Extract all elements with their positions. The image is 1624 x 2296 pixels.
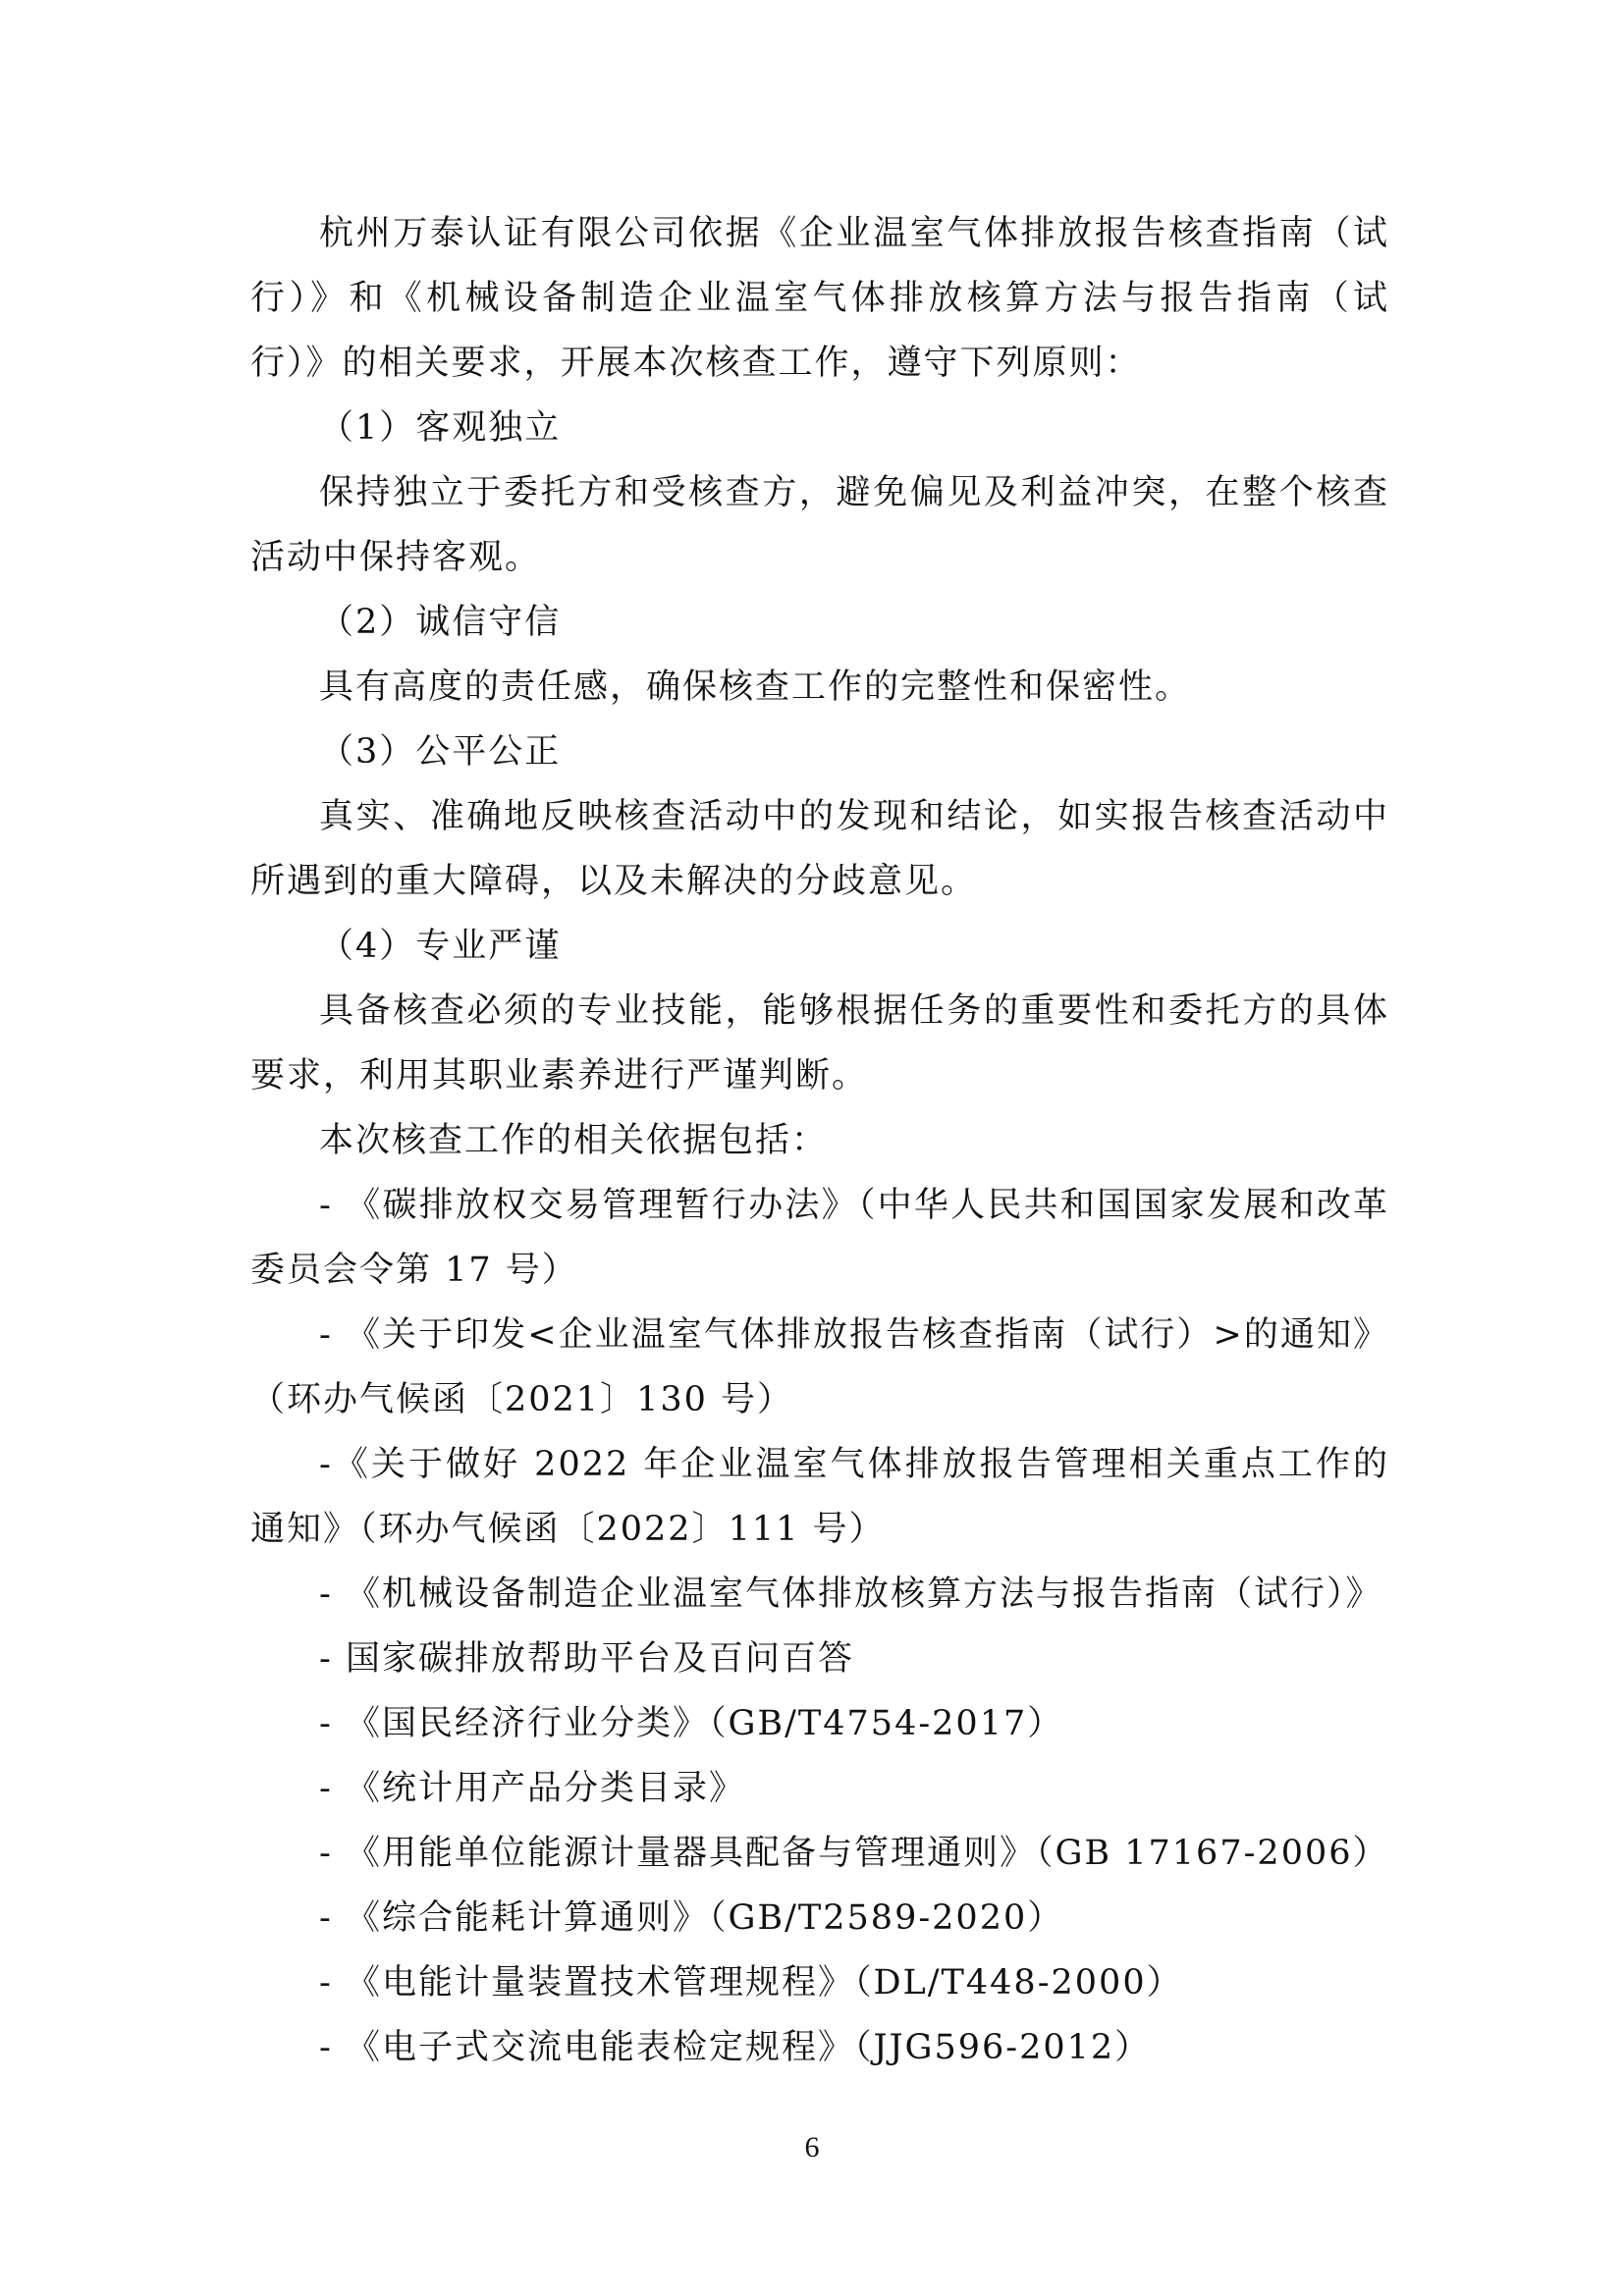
page-number: 6: [804, 2131, 820, 2163]
basis-item: - 《机械设备制造企业温室气体排放核算方法与报告指南（试行）》: [319, 1575, 1382, 1614]
basis-item: -《关于做好 2022 年企业温室气体排放报告管理相关重点工作的通知》（环办气候函〔2022〕111 号）: [250, 1445, 1389, 1549]
basis-item: - 《国民经济行业分类》（GB/T4754-2017）: [319, 1704, 1064, 1743]
basis-item: - 《关于印发<企业温室气体排放报告核查指南（试行）>的通知》（环办气候函〔2021〕130 号）: [250, 1315, 1389, 1419]
basis-item: - 《电子式交流电能表检定规程》（JJG596-2012）: [319, 2028, 1152, 2067]
basis-item: - 国家碳排放帮助平台及百问百答: [319, 1639, 854, 1679]
basis-item: - 《电能计量装置技术管理规程》（DL/T448-2000）: [319, 1963, 1183, 2002]
principle-heading-objective: （1）客观独立: [319, 408, 562, 448]
basis-item: - 《统计用产品分类目录》: [319, 1769, 745, 1808]
principle-text-professional: 具备核查必须的专业技能，能够根据任务的重要性和委托方的具体要求，利用其职业素养进行严谨判断。: [250, 991, 1389, 1095]
document-body: [250, 201, 1389, 2080]
basis-intro: 本次核查工作的相关依据包括：: [319, 1121, 829, 1160]
principle-text-integrity: 具有高度的责任感，确保核查工作的完整性和保密性。: [319, 667, 1192, 707]
principle-heading-integrity: （2）诚信守信: [319, 603, 562, 642]
principle-text-fairness: 真实、准确地反映核查活动中的发现和结论，如实报告核查活动中所遇到的重大障碍，以及未解决的分歧意见。: [250, 797, 1389, 901]
principle-heading-professional: （4）专业严谨: [319, 927, 562, 966]
principle-text-objective: 保持独立于委托方和受核查方，避免偏见及利益冲突，在整个核查活动中保持客观。: [250, 473, 1389, 577]
basis-item: - 《综合能耗计算通则》（GB/T2589-2020）: [319, 1898, 1064, 1938]
intro-paragraph: 杭州万泰认证有限公司依据《企业温室气体排放报告核查指南（试行）》和《机械设备制造企业温室气体排放核算方法与报告指南（试行）》的相关要求，开展本次核查工作，遵守下列原则：: [250, 214, 1389, 383]
principle-heading-fairness: （3）公平公正: [319, 732, 562, 772]
basis-item: - 《碳排放权交易管理暂行办法》（中华人民共和国国家发展和改革委员会令第 17 号）: [250, 1186, 1389, 1290]
basis-item: - 《用能单位能源计量器具配备与管理通则》（GB 17167-2006）: [319, 1834, 1389, 1873]
